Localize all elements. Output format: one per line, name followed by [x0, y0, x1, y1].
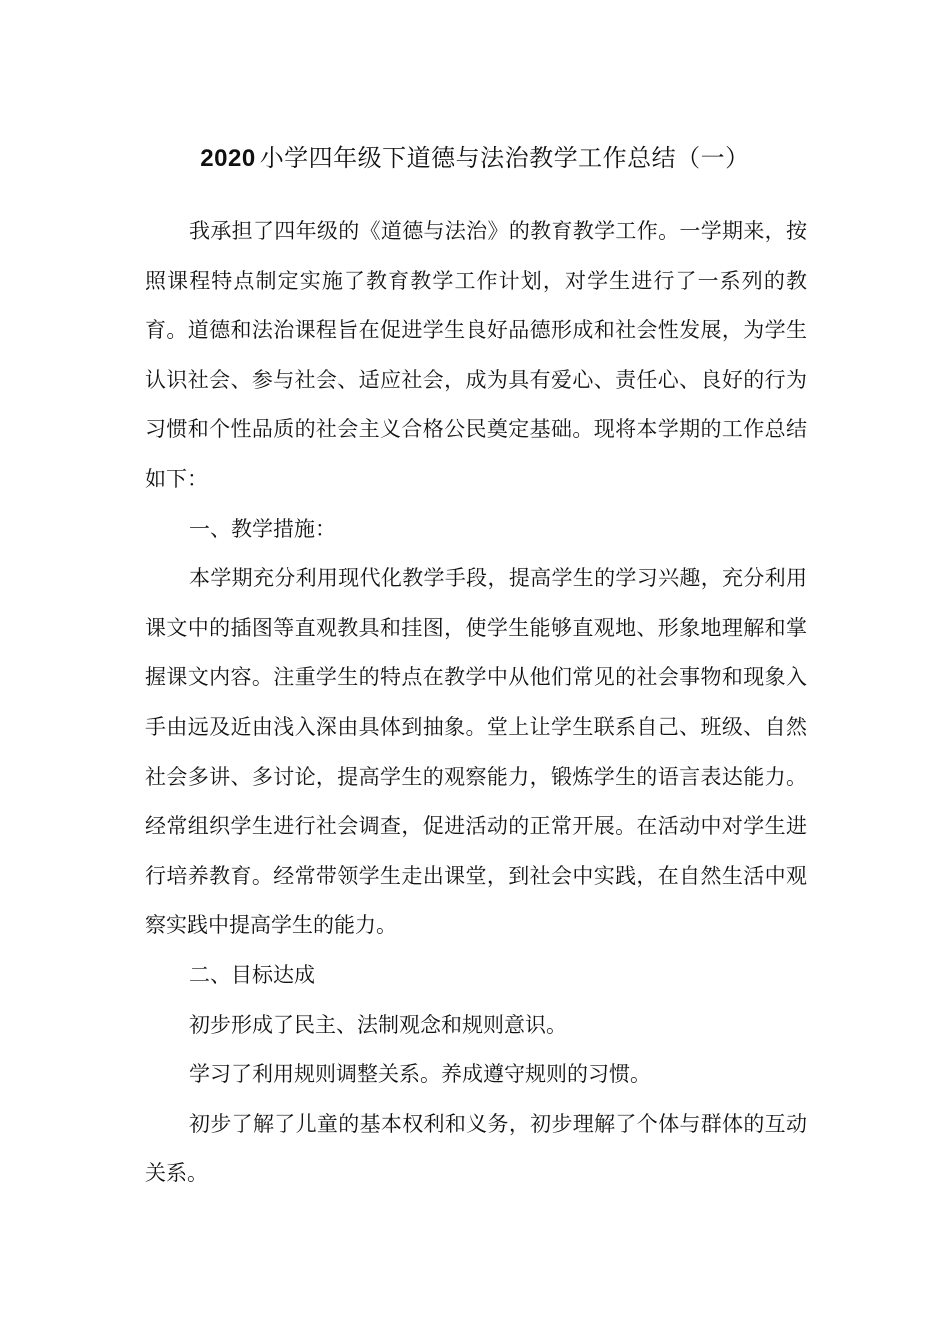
title-text: 小学四年级下道德与法治教学工作总结（一） — [259, 144, 750, 172]
paragraph-goal-3: 初步了解了儿童的基本权利和义务，初步理解了个体与群体的互动关系。 — [145, 1111, 807, 1186]
paragraph-teaching-measures: 本学期充分利用现代化教学手段，提高学生的学习兴趣，充分利用课文中的插图等直观教具和挂图，使学生能够直观地、形象地理解和掌握课文内容。注重学生的特点在教学中从他们常见的社会事物和现象入手由远及近由浅入深由具体到抽象。堂上让学生联系自己、班级、自然社会多讲、多讨论，提高学生的观察能力，锻炼学生的语言表达能力。经常组织学生进行社会调查，促进活动的正常开展。在活动中对学生进行培养教育。经常带领学生走出课堂，到社会中实践，在自然生活中观察实践中提高学生的能力。 — [145, 566, 807, 938]
paragraph-goal-1: 初步形成了民主、法制观念和规则意识。 — [189, 1012, 567, 1037]
paragraph-goal-2: 学习了利用规则调整关系。养成遵守规则的习惯。 — [189, 1062, 651, 1087]
document-title — [145, 140, 805, 177]
section-heading-teaching-measures: 一、教学措施： — [189, 516, 336, 541]
section-heading-goals-achieved: 二、目标达成 — [189, 962, 315, 987]
document-body — [145, 207, 807, 1199]
paragraph-intro: 我承担了四年级的《道德与法治》的教育教学工作。一学期来，按照课程特点制定实施了教育教学工作计划，对学生进行了一系列的教育。道德和法治课程旨在促进学生良好品德形成和社会性发展，为学生认识社会、参与社会、适应社会，成为具有爱心、责任心、良好的行为习惯和个性品质的社会主义合格公民奠定基础。现将本学期的工作总结如下： — [145, 219, 807, 491]
title-year: 2020 — [200, 145, 256, 172]
